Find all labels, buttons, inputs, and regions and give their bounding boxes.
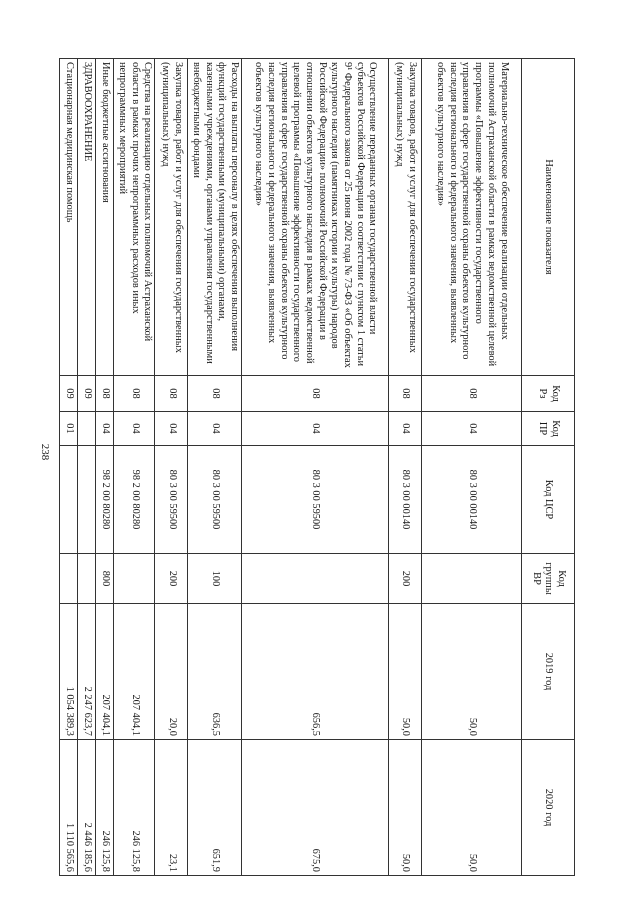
budget-table-container xyxy=(64,58,575,875)
cell-name: Иные бюджетные ассигнования xyxy=(96,59,114,376)
cell-vr: 200 xyxy=(389,554,422,604)
cell-2020: 50,0 xyxy=(422,740,522,876)
cell-2020: 50,0 xyxy=(389,740,422,876)
cell-rz: 09 xyxy=(78,376,96,412)
cell-csr xyxy=(60,446,78,554)
cell-name: ЗДРАВООХРАНЕНИЕ xyxy=(78,59,96,376)
cell-name: Закупка товаров, работ и услуг для обеспечения государственных (муниципальных) нужд xyxy=(389,59,422,376)
cell-vr: 200 xyxy=(155,554,188,604)
cell-rz: 08 xyxy=(96,376,114,412)
cell-csr: 98 2 00 80280 xyxy=(114,446,155,554)
cell-pr: 01 xyxy=(60,412,78,446)
cell-rz: 08 xyxy=(188,376,242,412)
cell-pr: 04 xyxy=(389,412,422,446)
cell-pr xyxy=(78,412,96,446)
cell-csr: 80 3 00 59500 xyxy=(188,446,242,554)
cell-2020: 675,0 xyxy=(242,740,389,876)
cell-rz: 08 xyxy=(155,376,188,412)
table-row xyxy=(422,59,522,876)
cell-vr xyxy=(78,554,96,604)
cell-csr: 80 3 00 59500 xyxy=(155,446,188,554)
cell-2020: 246 125,8 xyxy=(96,740,114,876)
cell-rz: 08 xyxy=(242,376,389,412)
cell-2020: 1 110 565,6 xyxy=(60,740,78,876)
table-row xyxy=(155,59,188,876)
cell-2019: 20,0 xyxy=(155,604,188,740)
cell-2019: 207 404,1 xyxy=(96,604,114,740)
cell-name: Осуществление переданных органам государственной власти субъектов Российской Федерации в соответствии с пунктом 1 статьи 9¹ Федерального закона от 25 июня 2002 года № 73-ФЗ «Об объектах культурного наследия (памятниках истории и культуры) народов Российской Федерации» полномочий Российской Федерации в отношении объектов культурного наследия в рамках ведомственной целевой программы «Повышение эффективности государственного управления в сфере государственной охраны объектов культурного наследия регионального и федерального значения, выявленных объектов культурного наследия» xyxy=(242,59,389,376)
header-name: Наименование показателя xyxy=(522,59,575,376)
cell-csr xyxy=(78,446,96,554)
cell-vr xyxy=(114,554,155,604)
table-header-row xyxy=(522,59,575,876)
cell-csr: 98 2 00 80280 xyxy=(96,446,114,554)
table-row xyxy=(60,59,78,876)
cell-vr: 800 xyxy=(96,554,114,604)
cell-name: Расходы на выплаты персоналу в целях обеспечения выполнения функций государственными (муниципальными) органами, казенными учреждениями, органами управления государственными внебюджетными фондами xyxy=(188,59,242,376)
table-row xyxy=(242,59,389,876)
cell-csr: 80 3 00 00140 xyxy=(389,446,422,554)
header-2020: 2020 год xyxy=(522,740,575,876)
cell-2019: 1 054 389,3 xyxy=(60,604,78,740)
cell-pr: 04 xyxy=(114,412,155,446)
cell-rz: 09 xyxy=(60,376,78,412)
cell-2019: 50,0 xyxy=(389,604,422,740)
cell-2020: 246 125,8 xyxy=(114,740,155,876)
page-number: 238 xyxy=(39,443,51,461)
cell-vr: 100 xyxy=(188,554,242,604)
cell-csr: 80 3 00 00140 xyxy=(422,446,522,554)
table-row xyxy=(96,59,114,876)
cell-vr xyxy=(242,554,389,604)
cell-rz: 08 xyxy=(114,376,155,412)
header-pr: Код ПР xyxy=(522,412,575,446)
cell-2019: 2 247 623,7 xyxy=(78,604,96,740)
cell-csr: 80 3 00 59500 xyxy=(242,446,389,554)
cell-2020: 651,9 xyxy=(188,740,242,876)
cell-2019: 636,5 xyxy=(188,604,242,740)
cell-rz: 08 xyxy=(422,376,522,412)
budget-table xyxy=(59,58,575,876)
cell-name: Материально-техническое обеспечение реализации отдельных полномочий Астраханской области в рамках ведомственной целевой программы «Повышение эффективности государственного управления в сфере государственной охраны объектов культурного наследия регионального и федерального значения, выявленных объектов культурного наследия» xyxy=(422,59,522,376)
cell-pr: 04 xyxy=(422,412,522,446)
cell-2020: 23,1 xyxy=(155,740,188,876)
cell-2019: 50,0 xyxy=(422,604,522,740)
header-2019: 2019 год xyxy=(522,604,575,740)
header-rz: Код Рз xyxy=(522,376,575,412)
cell-name: Стационарная медицинская помощь xyxy=(60,59,78,376)
cell-2019: 656,5 xyxy=(242,604,389,740)
table-row xyxy=(389,59,422,876)
cell-vr xyxy=(60,554,78,604)
table-row xyxy=(188,59,242,876)
cell-vr xyxy=(422,554,522,604)
cell-name: Средства на реализацию отдельных полномочий Астраханской области в рамках прочих непрограммных расходов иных непрограммных мероприятий xyxy=(114,59,155,376)
cell-pr: 04 xyxy=(96,412,114,446)
cell-pr: 04 xyxy=(155,412,188,446)
cell-2019: 207 404,1 xyxy=(114,604,155,740)
cell-name: Закупка товаров, работ и услуг для обеспечения государственных (муниципальных) нужд xyxy=(155,59,188,376)
cell-pr: 04 xyxy=(242,412,389,446)
cell-pr: 04 xyxy=(188,412,242,446)
table-row xyxy=(114,59,155,876)
cell-rz: 08 xyxy=(389,376,422,412)
table-row xyxy=(78,59,96,876)
header-vr: Код группы ВР xyxy=(522,554,575,604)
header-csr: Код ЦСР xyxy=(522,446,575,554)
cell-2020: 2 446 185,6 xyxy=(78,740,96,876)
